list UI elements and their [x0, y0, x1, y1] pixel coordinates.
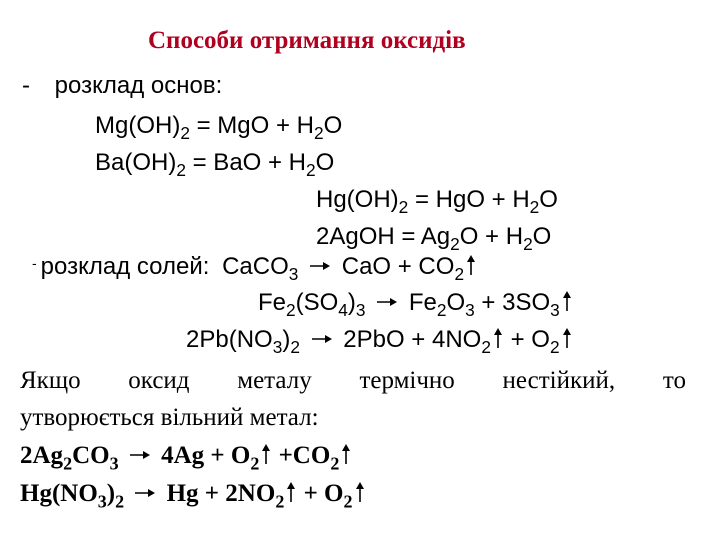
equation-agoh: 2AgOH = $Ag_2O + H_2O$ [316, 223, 552, 255]
arrow-up-icon [561, 327, 573, 349]
paragraph-line-2: утворюється вільний метал: [20, 404, 319, 431]
section-label: розклад солей: [40, 253, 210, 280]
arrow-right-icon [134, 487, 156, 499]
arrow-up-icon [561, 290, 573, 312]
paragraph-line-1: Якщо оксид металу термічно нестійкий, то [20, 367, 686, 394]
equation-pbno32: $2Pb(NO_3)_2$ $2PbO + 4NO_2 + O_2$ [186, 327, 573, 352]
equation-ag2co3: $2Ag_2CO_3$ $4Ag + O_2 +CO_2$ [20, 443, 352, 468]
section-bases [22, 74, 222, 98]
arrow-up-icon [340, 443, 352, 465]
equation-fe2so43: $Fe_2(SO_4)_3$ $Fe_2O_3 + 3SO_3$ [258, 290, 573, 315]
arrow-up-icon [260, 443, 272, 465]
equation-mgoh2: $Mg(OH)_2$ = MgO + $H_2O$ [95, 112, 343, 144]
section-label: розклад основ: [54, 72, 223, 99]
equation-baoh2: $Ba(OH)_2$ = BaO + $H_2O$ [95, 149, 335, 181]
arrow-up-icon [492, 327, 504, 349]
section-dash: - [32, 255, 37, 271]
arrow-right-icon [129, 449, 151, 461]
section-dash: - [22, 72, 30, 99]
equation-hgno32: $Hg(NO_3)_2$ $Hg + 2NO_2 + O_2$ [20, 481, 366, 506]
arrow-up-icon [285, 481, 297, 503]
section-salts [32, 253, 477, 285]
arrow-right-icon [376, 296, 398, 308]
equation-hgoh2: $Hg(OH)_2$ = HgO + $H_2O$ [316, 186, 558, 218]
arrow-up-icon [465, 254, 477, 276]
page-title: Способи отримання оксидів [148, 27, 466, 54]
arrow-right-icon [309, 260, 331, 272]
arrow-right-icon [311, 333, 333, 345]
arrow-up-icon [354, 481, 366, 503]
equation-caco3: CaCO$_3$ CaO + $CO_2$ [222, 253, 477, 280]
